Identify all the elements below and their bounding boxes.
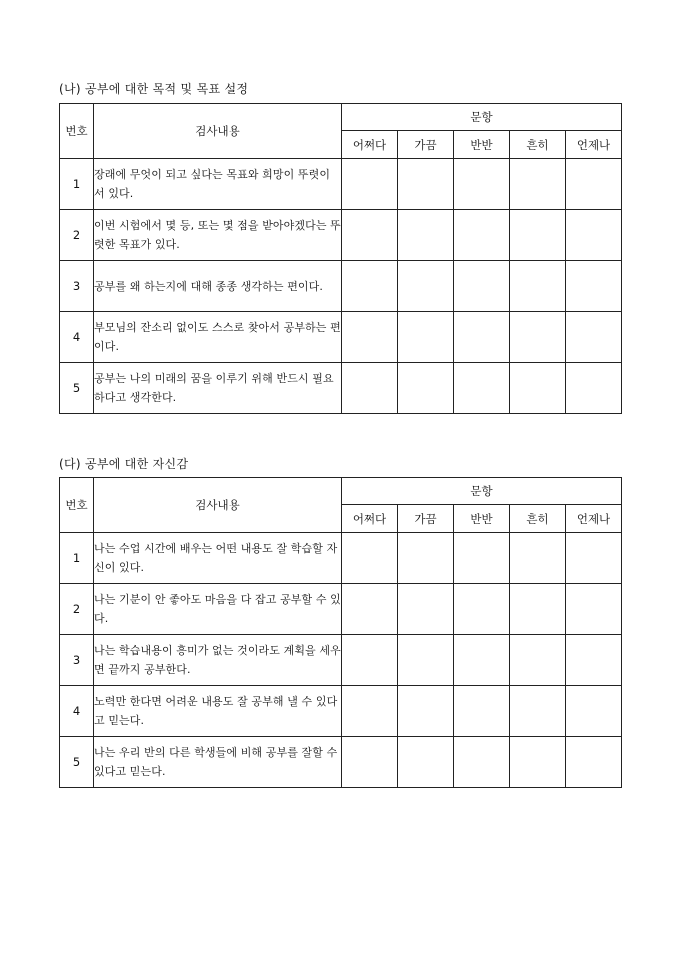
answer-cell[interactable] <box>398 635 454 686</box>
answer-cell[interactable] <box>454 210 510 261</box>
row-number: 2 <box>60 584 94 635</box>
answer-cell[interactable] <box>342 363 398 414</box>
answer-cell[interactable] <box>342 159 398 210</box>
header-number: 번호 <box>60 478 94 533</box>
answer-cell[interactable] <box>454 584 510 635</box>
header-number: 번호 <box>60 104 94 159</box>
table-row <box>60 737 622 788</box>
answer-cell[interactable] <box>566 686 622 737</box>
answer-cell[interactable] <box>454 261 510 312</box>
header-content: 검사내용 <box>94 104 342 159</box>
header-option: 흔히 <box>510 131 566 159</box>
table-row <box>60 261 622 312</box>
header-option: 반반 <box>454 131 510 159</box>
row-text: 장래에 무엇이 되고 싶다는 목표와 희망이 뚜렷이 서 있다. <box>94 159 342 210</box>
answer-cell[interactable] <box>510 737 566 788</box>
answer-cell[interactable] <box>398 312 454 363</box>
answer-cell[interactable] <box>566 159 622 210</box>
row-number: 1 <box>60 533 94 584</box>
header-option: 어쩌다 <box>342 505 398 533</box>
header-option: 언제나 <box>566 505 622 533</box>
row-number: 3 <box>60 261 94 312</box>
answer-cell[interactable] <box>342 533 398 584</box>
header-option: 언제나 <box>566 131 622 159</box>
table-row <box>60 363 622 414</box>
answer-cell[interactable] <box>566 635 622 686</box>
row-text: 나는 기분이 안 좋아도 마음을 다 잡고 공부할 수 있다. <box>94 584 342 635</box>
answer-cell[interactable] <box>454 312 510 363</box>
row-text: 이번 시험에서 몇 등, 또는 몇 점을 받아야겠다는 뚜렷한 목표가 있다. <box>94 210 342 261</box>
answer-cell[interactable] <box>566 210 622 261</box>
header-option: 흔히 <box>510 505 566 533</box>
table-row <box>60 584 622 635</box>
answer-cell[interactable] <box>510 210 566 261</box>
table-row <box>60 159 622 210</box>
row-number: 4 <box>60 686 94 737</box>
section-title: (다) 공부에 대한 자신감 <box>59 457 189 471</box>
answer-cell[interactable] <box>398 261 454 312</box>
answer-cell[interactable] <box>454 159 510 210</box>
answer-cell[interactable] <box>510 261 566 312</box>
row-text: 공부는 나의 미래의 꿈을 이루기 위해 반드시 필요하다고 생각한다. <box>94 363 342 414</box>
answer-cell[interactable] <box>398 584 454 635</box>
answer-cell[interactable] <box>454 635 510 686</box>
answer-cell[interactable] <box>342 635 398 686</box>
answer-cell[interactable] <box>342 737 398 788</box>
header-option: 반반 <box>454 505 510 533</box>
answer-cell[interactable] <box>510 635 566 686</box>
header-content: 검사내용 <box>94 478 342 533</box>
header-option: 가끔 <box>398 505 454 533</box>
row-text: 공부를 왜 하는지에 대해 종종 생각하는 편이다. <box>94 261 342 312</box>
answer-cell[interactable] <box>454 363 510 414</box>
answer-cell[interactable] <box>454 686 510 737</box>
answer-cell[interactable] <box>398 159 454 210</box>
row-number: 4 <box>60 312 94 363</box>
section-title: (나) 공부에 대한 목적 및 목표 설정 <box>59 82 249 96</box>
table-row <box>60 533 622 584</box>
table-row <box>60 312 622 363</box>
answer-cell[interactable] <box>342 261 398 312</box>
row-number: 3 <box>60 635 94 686</box>
answer-cell[interactable] <box>342 210 398 261</box>
header-option: 어쩌다 <box>342 131 398 159</box>
row-number: 5 <box>60 737 94 788</box>
answer-cell[interactable] <box>510 159 566 210</box>
row-number: 5 <box>60 363 94 414</box>
answer-cell[interactable] <box>566 737 622 788</box>
answer-cell[interactable] <box>510 584 566 635</box>
header-option: 가끔 <box>398 131 454 159</box>
answer-cell[interactable] <box>566 363 622 414</box>
answer-cell[interactable] <box>454 737 510 788</box>
answer-cell[interactable] <box>510 312 566 363</box>
answer-cell[interactable] <box>398 533 454 584</box>
answer-cell[interactable] <box>398 210 454 261</box>
row-text: 나는 학습내용이 흥미가 없는 것이라도 계획을 세우면 끝까지 공부한다. <box>94 635 342 686</box>
answer-cell[interactable] <box>566 584 622 635</box>
row-number: 2 <box>60 210 94 261</box>
answer-cell[interactable] <box>566 533 622 584</box>
answer-cell[interactable] <box>342 312 398 363</box>
survey-table-goals <box>59 103 622 414</box>
table-row <box>60 210 622 261</box>
answer-cell[interactable] <box>566 312 622 363</box>
row-text: 나는 우리 반의 다른 학생들에 비해 공부를 잘할 수 있다고 믿는다. <box>94 737 342 788</box>
table-row <box>60 635 622 686</box>
answer-cell[interactable] <box>398 737 454 788</box>
row-text: 나는 수업 시간에 배우는 어떤 내용도 잘 학습할 자신이 있다. <box>94 533 342 584</box>
answer-cell[interactable] <box>342 686 398 737</box>
row-text: 노력만 한다면 어려운 내용도 잘 공부해 낼 수 있다고 믿는다. <box>94 686 342 737</box>
answer-cell[interactable] <box>510 363 566 414</box>
row-number: 1 <box>60 159 94 210</box>
answer-cell[interactable] <box>398 363 454 414</box>
header-items-group: 문항 <box>342 104 622 131</box>
answer-cell[interactable] <box>342 584 398 635</box>
table-row <box>60 686 622 737</box>
answer-cell[interactable] <box>510 533 566 584</box>
answer-cell[interactable] <box>398 686 454 737</box>
header-items-group: 문항 <box>342 478 622 505</box>
survey-table-confidence <box>59 477 622 788</box>
answer-cell[interactable] <box>566 261 622 312</box>
answer-cell[interactable] <box>454 533 510 584</box>
row-text: 부모님의 잔소리 없이도 스스로 찾아서 공부하는 편이다. <box>94 312 342 363</box>
answer-cell[interactable] <box>510 686 566 737</box>
